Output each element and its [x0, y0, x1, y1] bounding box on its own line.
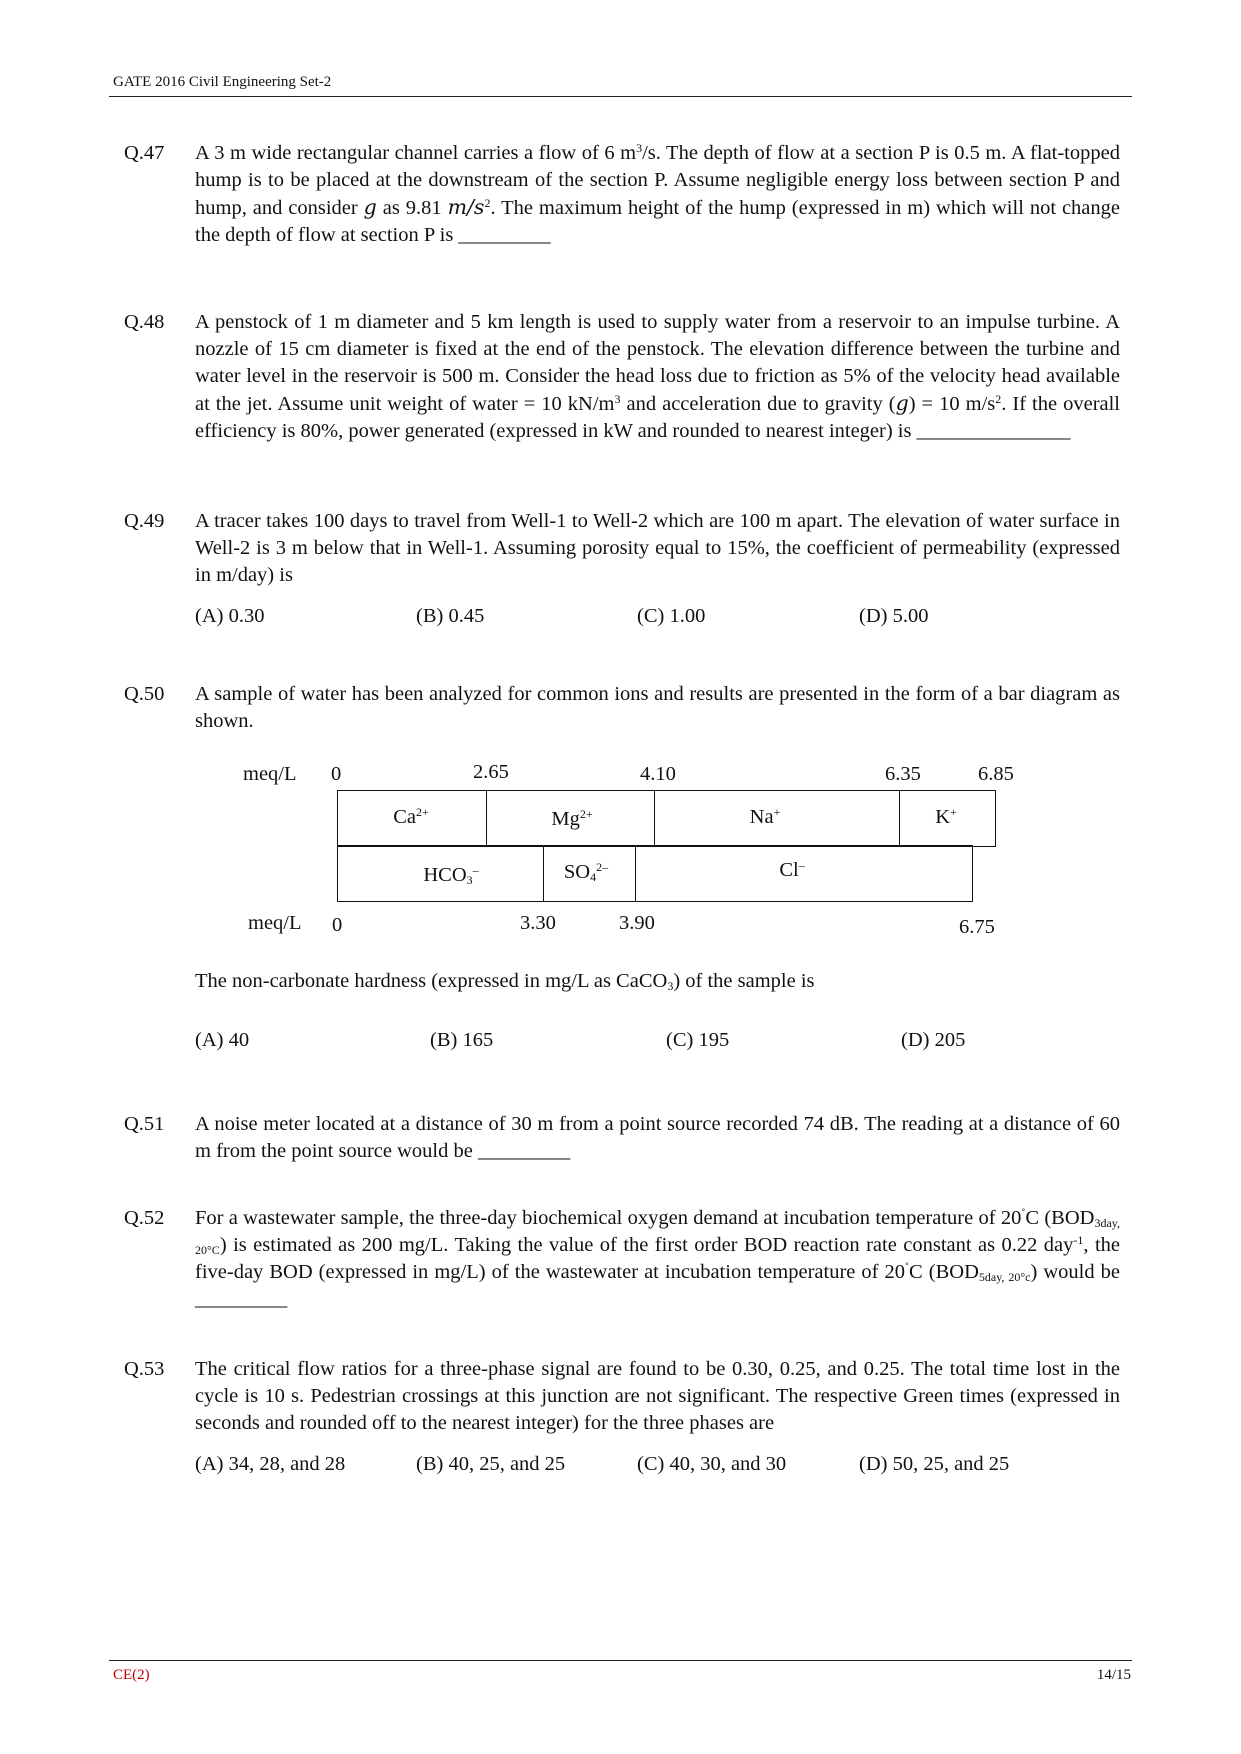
top-tick: 6.35 [885, 763, 921, 785]
ion-potassium: K+ [935, 804, 957, 828]
question-text: A 3 m wide rectangular channel carries a flow of 6 $m^3/s$. The depth of flow at a section P is 0.5 m. A flat-topped hump is to be placed at the downstream of the section P. Assume negligible energy loss between section P and hump, and consider g as 9.81 $m/s^2$. The maximum height of the hump (expressed in m) which will not change the depth of flow at section P is _________ [195, 140, 1121, 246]
top-tick: 2.65 [473, 761, 509, 783]
ion-magnesium: $Mg^{2+}$ [551, 806, 593, 830]
anion-bar [337, 845, 973, 902]
option-c[interactable]: (C) 1.00 [637, 605, 706, 627]
ion-chloride: Cl– [779, 857, 805, 881]
bottom-tick: 0 [332, 914, 343, 936]
question-52 [124, 1205, 1120, 1313]
ion-bicarbonate: $HCO_3^-$ [423, 862, 479, 887]
question-number: Q.52 [124, 1207, 165, 1229]
option-a[interactable]: (A) 0.30 [195, 605, 265, 627]
ion-sulfate: $SO_4^{2-}$ [563, 859, 609, 884]
question-50 [124, 681, 1120, 735]
cation-divider [486, 790, 487, 847]
option-a[interactable]: (A) 40 [195, 1029, 250, 1051]
page-header-title: GATE 2016 Civil Engineering Set-2 [113, 74, 332, 90]
question-47 [124, 140, 1120, 249]
anion-divider [543, 845, 544, 902]
top-tick: 6.85 [978, 763, 1014, 785]
option-a[interactable]: (A) 34, 28, and 28 [195, 1453, 346, 1475]
option-d[interactable]: (D) 205 [901, 1029, 966, 1051]
question-text: A tracer takes 100 days to travel from Well-1 to Well-2 which are 100 m apart. The elevation of water surface in Well-2 is 3 m below that in Well-1. Assuming porosity equal to 15%, the coefficient of permeability (expressed in m/day) is [195, 510, 1120, 586]
question-number: Q.48 [124, 311, 165, 333]
question-number: Q.51 [124, 1113, 165, 1135]
option-c[interactable]: (C) 195 [666, 1029, 730, 1051]
ion-sodium: Na+ [749, 804, 781, 828]
page-number: 14/15 [1096, 1667, 1131, 1683]
option-b[interactable]: (B) 0.45 [416, 605, 485, 627]
question-text: A noise meter located at a distance of 30 m from a point source recorded 74 dB. The reading at a distance of 60 m from the point source would be _________ [195, 1113, 1120, 1162]
bottom-tick: 3.30 [520, 912, 556, 934]
question-text: The critical flow ratios for a three-phase signal are found to be 0.30, 0.25, and 0.25. The total time lost in the cycle is 10 s. Pedestrian crossings at this junction are not significant. The respective Green times (expressed in seconds and rounded off to the nearest integer) for the three phases are [195, 1358, 1120, 1434]
question-51 [124, 1111, 1120, 1165]
bottom-tick: 6.75 [959, 916, 995, 938]
question-text: A penstock of 1 m diameter and 5 km length is used to supply water from a reservoir to an impulse turbine. A nozzle of 15 cm diameter is fixed at the end of the penstock. The elevation difference between the turbine and water level in the reservoir is 500 m. Consider the head loss due to friction as 5% of the velocity head available at the jet. Assume unit weight of water = 10 $kN/m^3$ and acceleration due to gravity (g) = 10 $m/s^2$. If the overall efficiency is 80%, power generated (expressed in kW and rounded to nearest integer) is _______________ [195, 311, 1121, 442]
cation-divider [654, 790, 655, 847]
question-number: Q.47 [124, 142, 165, 164]
question-text: For a wastewater sample, the three-day biochemical oxygen demand at incubation temperature of 20˚C $(BOD_{3day, 20^\circ C})$ is estimated as 200 mg/L. Taking the value of the first order BOD reaction rate constant as 0.22 day$^{-1}$, the five-day BOD (expressed in mg/L) of the wastewater at incubation temperature of 20˚C $(BOD_{5day, 20^\circ c})$ would be _________ [195, 1205, 1121, 1310]
footer-rule [109, 1660, 1132, 1661]
question-53 [124, 1356, 1120, 1437]
question-number: Q.49 [124, 510, 165, 532]
header-rule [109, 96, 1132, 97]
bottom-tick: 3.90 [619, 912, 655, 934]
footer-paper-code: CE(2) [113, 1667, 150, 1683]
option-c[interactable]: (C) 40, 30, and 30 [637, 1453, 787, 1475]
unit-label-bottom: meq/L [248, 912, 302, 934]
option-d[interactable]: (D) 50, 25, and 25 [859, 1453, 1010, 1475]
question-number: Q.50 [124, 683, 165, 705]
anion-divider [635, 845, 636, 902]
ion-calcium: $Ca^{2+}$ [393, 804, 429, 828]
option-b[interactable]: (B) 40, 25, and 25 [416, 1453, 566, 1475]
question-49 [124, 508, 1120, 589]
question-50-stem [195, 968, 1095, 995]
option-b[interactable]: (B) 165 [430, 1029, 494, 1051]
question-48 [124, 309, 1120, 445]
option-d[interactable]: (D) 5.00 [859, 605, 929, 627]
question-text: A sample of water has been analyzed for common ions and results are presented in the form of a bar diagram as shown. [195, 683, 1120, 732]
unit-label-top: meq/L [243, 763, 297, 785]
cation-divider [899, 790, 900, 847]
question-text: The non-carbonate hardness (expressed in mg/L as CaCO$_3$) of the sample is [195, 970, 815, 993]
top-tick: 4.10 [640, 763, 676, 785]
cation-bar [337, 790, 996, 847]
question-number: Q.53 [124, 1358, 165, 1380]
top-tick: 0 [331, 763, 342, 785]
